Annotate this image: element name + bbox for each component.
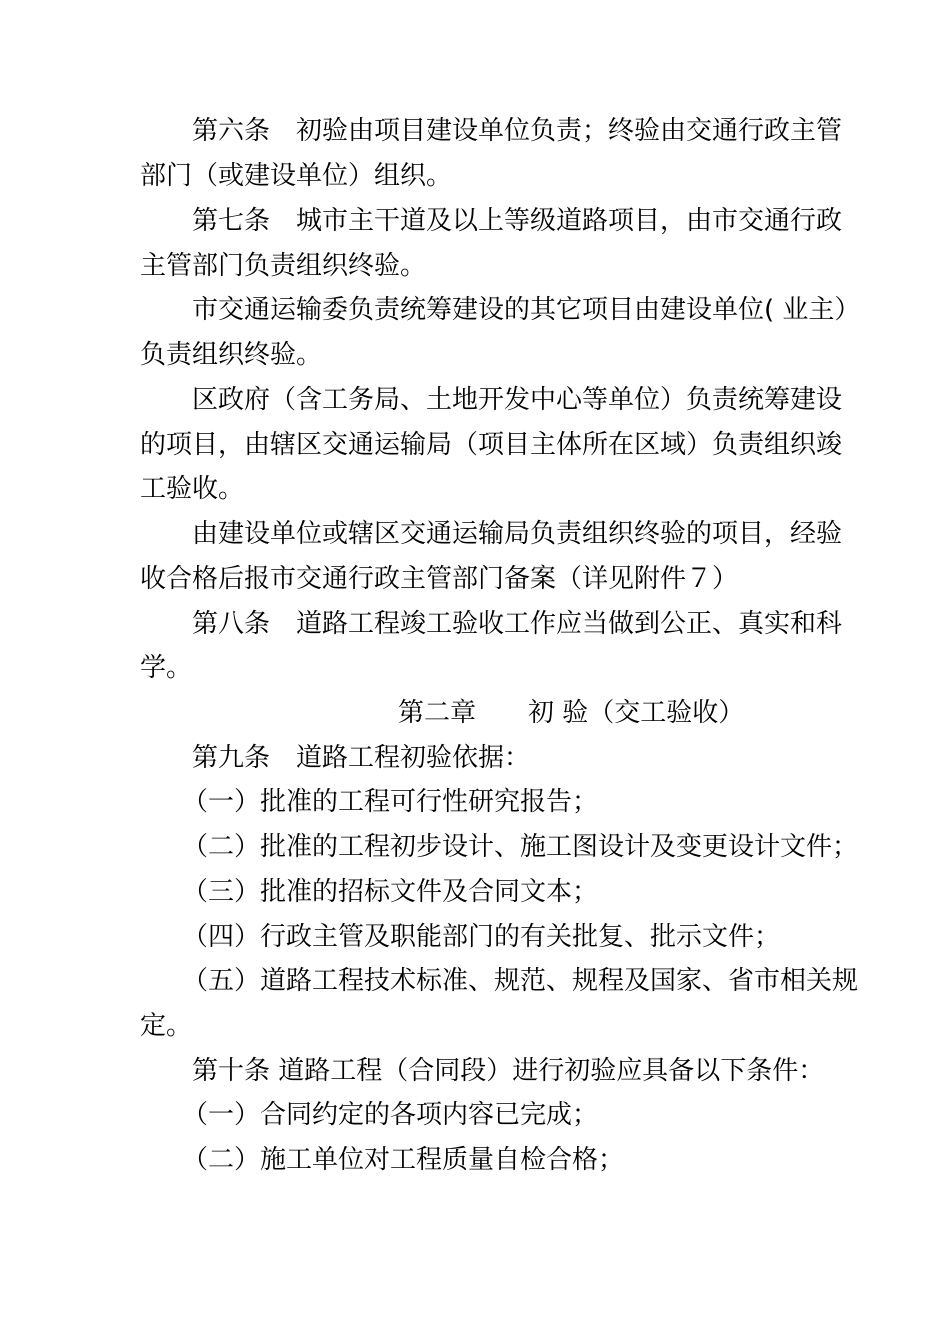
- article-10-item-2: （二）施工单位对工程质量自检合格；: [182, 1145, 625, 1175]
- paragraph-municipal-line-1: 市交通运输委负责统筹建设的其它项目由建设单位( 业主）: [192, 295, 861, 325]
- paragraph-district-line-2: 的项目，由辖区交通运输局（项目主体所在区域）负责组织竣: [140, 430, 843, 460]
- article-9-item-5-line-2: 定。: [140, 1011, 193, 1041]
- article-10-item-1: （一）合同约定的各项内容已完成；: [182, 1100, 599, 1130]
- paragraph-district-line-1: 区政府（含工务局、土地开发中心等单位）负责统筹建设: [192, 385, 843, 415]
- paragraph-filing-line-1: 由建设单位或辖区交通运输局负责组织终验的项目，经验: [192, 519, 843, 549]
- paragraph-district-line-3: 工验收。: [140, 474, 245, 504]
- article-9-item-4: （四）行政主管及职能部门的有关批复、批示文件；: [182, 922, 781, 952]
- article-9-item-3: （三）批准的招标文件及合同文本；: [182, 877, 599, 907]
- paragraph-filing-line-2: 收合格后报市交通行政主管部门备案（详见附件７）: [140, 564, 739, 594]
- article-8-line-1: 第八条 道路工程竣工验收工作应当做到公正、真实和科: [192, 609, 843, 639]
- article-7-line-2: 主管部门负责组织终验。: [140, 251, 427, 281]
- article-9-item-2: （二）批准的工程初步设计、施工图设计及变更设计文件；: [182, 832, 859, 862]
- article-10-heading: 第十条 道路工程（合同段）进行初验应具备以下条件：: [192, 1056, 825, 1086]
- paragraph-municipal-line-2: 负责组织终验。: [140, 340, 323, 370]
- article-7-line-1: 第七条 城市主干道及以上等级道路项目，由市交通行政: [192, 206, 843, 236]
- article-6-line-2: 部门（或建设单位）组织。: [140, 161, 453, 191]
- article-9-item-1: （一）批准的工程可行性研究报告；: [182, 787, 599, 817]
- chapter-heading: 第二章 初 验（交工验收）: [398, 698, 745, 728]
- article-9-item-5-line-1: （五）道路工程技术标准、规范、规程及国家、省市相关规: [182, 966, 859, 996]
- article-9-heading: 第九条 道路工程初验依据：: [192, 743, 531, 773]
- article-6-line-1: 第六条 初验由项目建设单位负责；终验由交通行政主管: [192, 116, 843, 146]
- article-8-line-2: 学。: [140, 653, 193, 683]
